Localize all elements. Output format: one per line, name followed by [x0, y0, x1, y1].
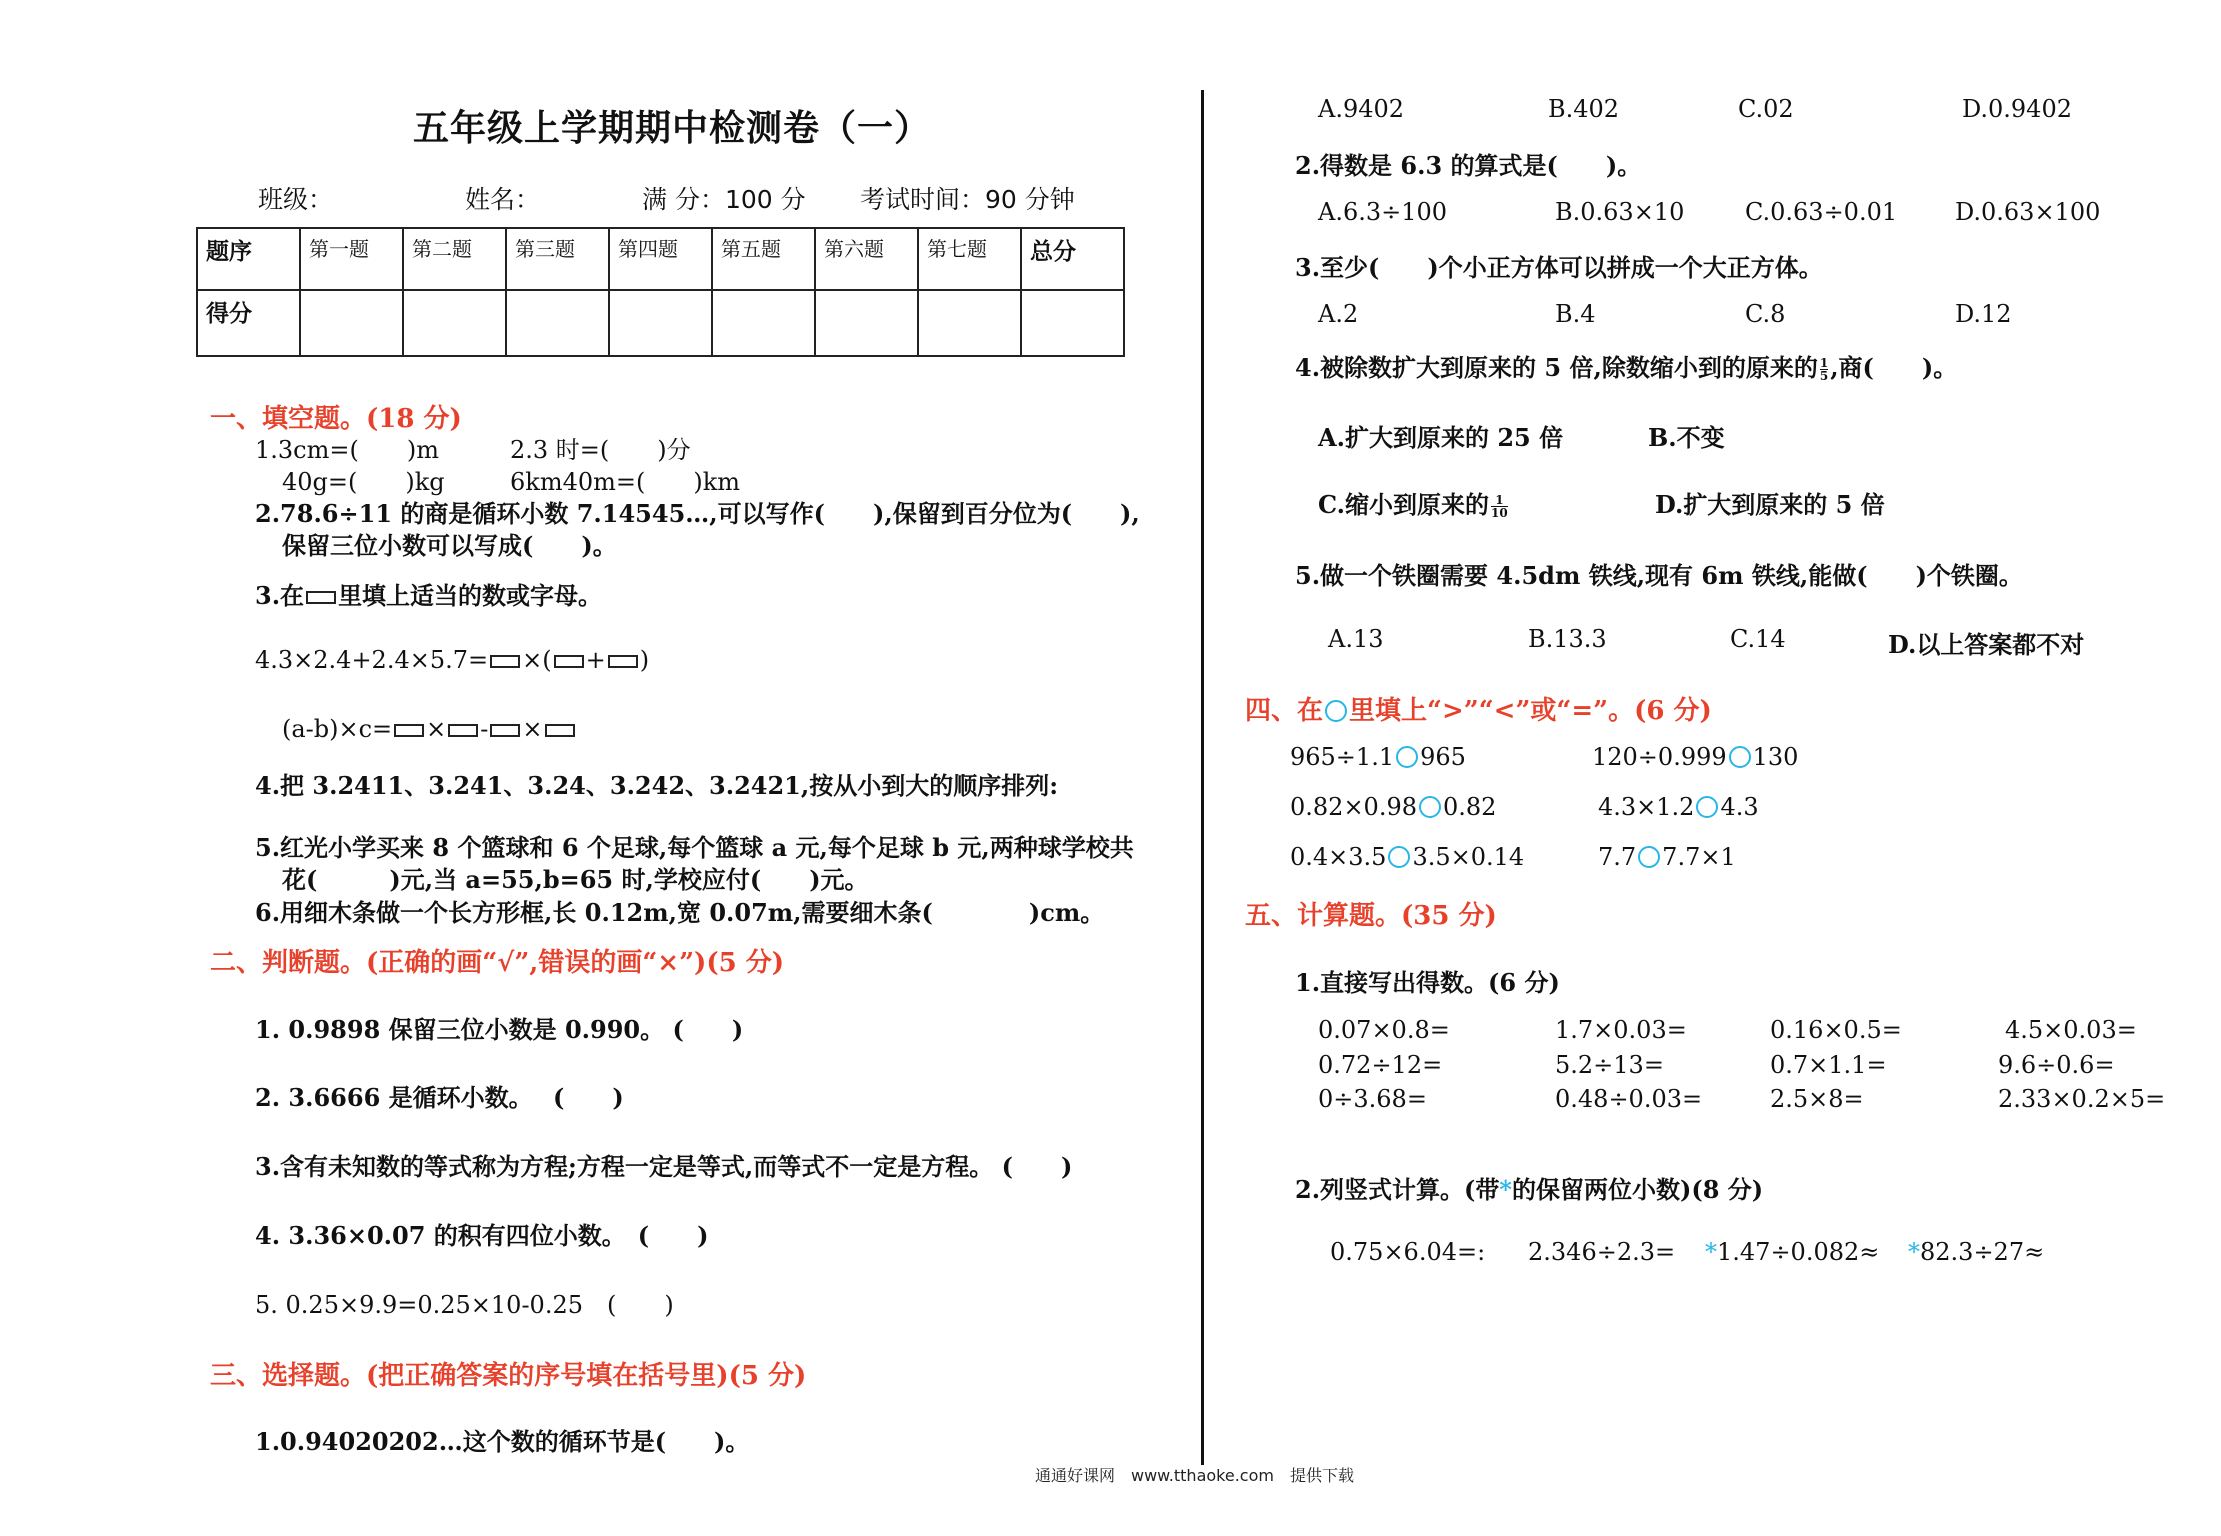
- vertical-calc-4: *82.3÷27≈: [1908, 1238, 2045, 1266]
- score-cell[interactable]: [1021, 290, 1124, 356]
- compare-circle[interactable]: [1729, 746, 1751, 768]
- answer-box[interactable]: [490, 655, 520, 668]
- choice-q3: 3.至少( )个小正方体可以拼成一个大正方体。: [1295, 253, 1823, 282]
- choice-q5-option-b: B.13.3: [1528, 625, 1607, 653]
- star-icon: *: [1499, 1175, 1512, 1204]
- score-cell[interactable]: [300, 290, 403, 356]
- score-cell[interactable]: [609, 290, 712, 356]
- name-label: 姓名：: [465, 185, 541, 214]
- choice-q1-option-a: A.9402: [1318, 95, 1405, 123]
- compare-item-4: 4.3×1.2 4.3: [1598, 793, 1759, 821]
- section-5-heading: 五、计算题。(35 分): [1245, 901, 1497, 931]
- calc-item: 0.07×0.8=: [1318, 1016, 1450, 1044]
- question-1-1a: 1.3cm=( )m: [255, 436, 439, 464]
- footer-credit: 通通好课网 www.tthaoke.com 提供下载: [1035, 1466, 1354, 1485]
- choice-q4-option-c: C.缩小到原来的 $\frac{1}{10}$: [1318, 490, 1508, 520]
- score-cell[interactable]: [506, 290, 609, 356]
- calc-sub2: 2.列竖式计算。(带*的保留两位小数)(8 分): [1295, 1175, 1764, 1204]
- choice-q5-option-d: D.以上答案都不对: [1888, 630, 2085, 659]
- choice-q5: 5.做一个铁圈需要 4.5dm 铁线,现有 6m 铁线,能做( )个铁圈。: [1295, 561, 2023, 590]
- star-icon: *: [1705, 1238, 1717, 1266]
- question-1-4: 4.把 3.2411、3.241、3.24、3.242、3.2421,按从小到大的顺序排列:: [255, 771, 1059, 800]
- table-header: 第五题: [712, 228, 815, 290]
- question-1-1c: 40g=( )kg: [282, 468, 445, 496]
- calc-item: 2.33×0.2×5=: [1998, 1085, 2166, 1113]
- fraction-one-tenth: $\frac{1}{10}$: [1491, 493, 1508, 520]
- calc-sub1: 1.直接写出得数。(6 分): [1295, 968, 1560, 997]
- section-3-heading: 三、选择题。(把正确答案的序号填在括号里)(5 分): [210, 1361, 807, 1391]
- answer-box[interactable]: [608, 655, 638, 668]
- choice-q4-option-b: B.不变: [1648, 423, 1725, 452]
- choice-q1-option-d: D.0.9402: [1962, 95, 2072, 123]
- answer-box[interactable]: [306, 591, 336, 604]
- class-label: 班级：: [258, 185, 334, 214]
- choice-q4: 4.被除数扩大到原来的 5 倍,除数缩小到的原来的 $\frac{1}{5}$ ,商( )。: [1295, 353, 1958, 383]
- compare-circle[interactable]: [1419, 796, 1441, 818]
- judge-item-1: 1. 0.9898 保留三位小数是 0.990。 ( ): [255, 1015, 744, 1044]
- column-divider: [1201, 90, 1204, 1465]
- section-2-heading: 二、判断题。(正确的画“√”,错误的画“×”)(5 分): [210, 948, 785, 978]
- calc-item: 2.5×8=: [1770, 1085, 1864, 1113]
- circle-icon: [1325, 700, 1347, 722]
- calc-item: 9.6÷0.6=: [1998, 1051, 2115, 1079]
- compare-item-6: 7.7 7.7×1: [1598, 843, 1736, 871]
- calc-item: 0.16×0.5=: [1770, 1016, 1902, 1044]
- question-1-3: 3.在 里填上适当的数或字母。: [255, 581, 603, 610]
- answer-box[interactable]: [554, 655, 584, 668]
- calc-item: 1.7×0.03=: [1555, 1016, 1687, 1044]
- compare-circle[interactable]: [1396, 746, 1418, 768]
- choice-q2-option-b: B.0.63×10: [1555, 198, 1685, 226]
- question-1-1d: 6km40m=( )km: [510, 468, 741, 496]
- calc-item: 0.7×1.1=: [1770, 1051, 1887, 1079]
- question-1-1b: 2.3 时=( )分: [510, 436, 691, 464]
- score-cell[interactable]: [815, 290, 918, 356]
- fraction-one-fifth: $\frac{1}{5}$: [1819, 356, 1829, 383]
- compare-item-2: 120÷0.999 130: [1592, 743, 1799, 771]
- table-header: 第四题: [609, 228, 712, 290]
- table-header: 题序: [197, 228, 300, 290]
- question-1-5b: 花( )元,当 a=55,b=65 时,学校应付( )元。: [282, 865, 869, 894]
- question-1-6: 6.用细木条做一个长方形框,长 0.12m,宽 0.07m,需要细木条( )cm。: [255, 898, 1105, 927]
- compare-circle[interactable]: [1696, 796, 1718, 818]
- table-header: 第二题: [403, 228, 506, 290]
- calc-item: 4.5×0.03=: [2005, 1016, 2137, 1044]
- score-table-header-row: [197, 228, 1124, 290]
- answer-box[interactable]: [545, 724, 575, 737]
- table-header: 第三题: [506, 228, 609, 290]
- choice-q2: 2.得数是 6.3 的算式是( )。: [1295, 151, 1642, 180]
- question-1-3-eq1: 4.3×2.4+2.4×5.7= ×( + ): [255, 646, 650, 674]
- table-header: 总分: [1021, 228, 1124, 290]
- compare-circle[interactable]: [1388, 846, 1410, 868]
- question-1-3-eq2: (a-b)×c= × - ×: [282, 715, 577, 743]
- question-1-2a: 2.78.6÷11 的商是循环小数 7.14545…,可以写作( ),保留到百分位为( ),: [255, 499, 1140, 528]
- exam-time: 考试时间：90 分钟: [860, 185, 1075, 214]
- choice-q3-option-b: B.4: [1555, 300, 1596, 328]
- page-title: 五年级上学期期中检测卷（一）: [413, 107, 932, 149]
- choice-q5-option-a: A.13: [1328, 625, 1384, 653]
- table-header: 第一题: [300, 228, 403, 290]
- calc-item: 0÷3.68=: [1318, 1085, 1427, 1113]
- choice-q1-option-c: C.02: [1738, 95, 1794, 123]
- choice-q1: 1.0.94020202…这个数的循环节是( )。: [255, 1427, 750, 1456]
- judge-item-5: 5. 0.25×9.9=0.25×10-0.25 ( ): [255, 1291, 674, 1319]
- answer-box[interactable]: [490, 724, 520, 737]
- question-1-2b: 保留三位小数可以写成( )。: [282, 531, 617, 560]
- score-cell[interactable]: [403, 290, 506, 356]
- star-icon: *: [1908, 1238, 1920, 1266]
- table-header: 第六题: [815, 228, 918, 290]
- score-cell[interactable]: [712, 290, 815, 356]
- choice-q3-option-a: A.2: [1318, 300, 1359, 328]
- judge-item-3: 3.含有未知数的等式称为方程;方程一定是等式,而等式不一定是方程。 ( ): [255, 1152, 1073, 1181]
- choice-q2-option-c: C.0.63÷0.01: [1745, 198, 1898, 226]
- calc-item: 0.72÷12=: [1318, 1051, 1443, 1079]
- judge-item-4: 4. 3.36×0.07 的积有四位小数。 ( ): [255, 1221, 709, 1250]
- section-4-heading: 四、在 里填上“>”“<”或“=”。(6 分): [1245, 696, 1712, 726]
- calc-item: 0.48÷0.03=: [1555, 1085, 1703, 1113]
- judge-item-2: 2. 3.6666 是循环小数。 ( ): [255, 1083, 624, 1112]
- answer-box[interactable]: [394, 724, 424, 737]
- score-cell[interactable]: [918, 290, 1021, 356]
- calc-item: 5.2÷13=: [1555, 1051, 1664, 1079]
- choice-q5-option-c: C.14: [1730, 625, 1786, 653]
- compare-item-5: 0.4×3.5 3.5×0.14: [1290, 843, 1525, 871]
- vertical-calc-2: 2.346÷2.3=: [1528, 1238, 1676, 1266]
- score-table: [196, 227, 1125, 357]
- compare-circle[interactable]: [1638, 846, 1660, 868]
- vertical-calc-1: 0.75×6.04=:: [1330, 1238, 1486, 1266]
- choice-q1-option-b: B.402: [1548, 95, 1620, 123]
- compare-item-3: 0.82×0.98 0.82: [1290, 793, 1497, 821]
- choice-q4-option-a: A.扩大到原来的 25 倍: [1318, 423, 1564, 452]
- choice-q2-option-a: A.6.3÷100: [1318, 198, 1448, 226]
- vertical-calc-3: *1.47÷0.082≈: [1705, 1238, 1880, 1266]
- choice-q4-option-d: D.扩大到原来的 5 倍: [1655, 490, 1885, 519]
- choice-q2-option-d: D.0.63×100: [1955, 198, 2101, 226]
- section-1-heading: 一、填空题。(18 分): [210, 404, 462, 434]
- choice-q3-option-c: C.8: [1745, 300, 1786, 328]
- choice-q3-option-d: D.12: [1955, 300, 2012, 328]
- answer-box[interactable]: [448, 724, 478, 737]
- score-table-score-row: [197, 290, 1124, 356]
- table-row-label: 得分: [197, 290, 300, 356]
- table-header: 第七题: [918, 228, 1021, 290]
- question-1-5a: 5.红光小学买来 8 个篮球和 6 个足球,每个篮球 a 元,每个足球 b 元,两种球学校共: [255, 833, 1134, 862]
- compare-item-1: 965÷1.1 965: [1290, 743, 1466, 771]
- full-score: 满 分：100 分: [642, 185, 806, 214]
